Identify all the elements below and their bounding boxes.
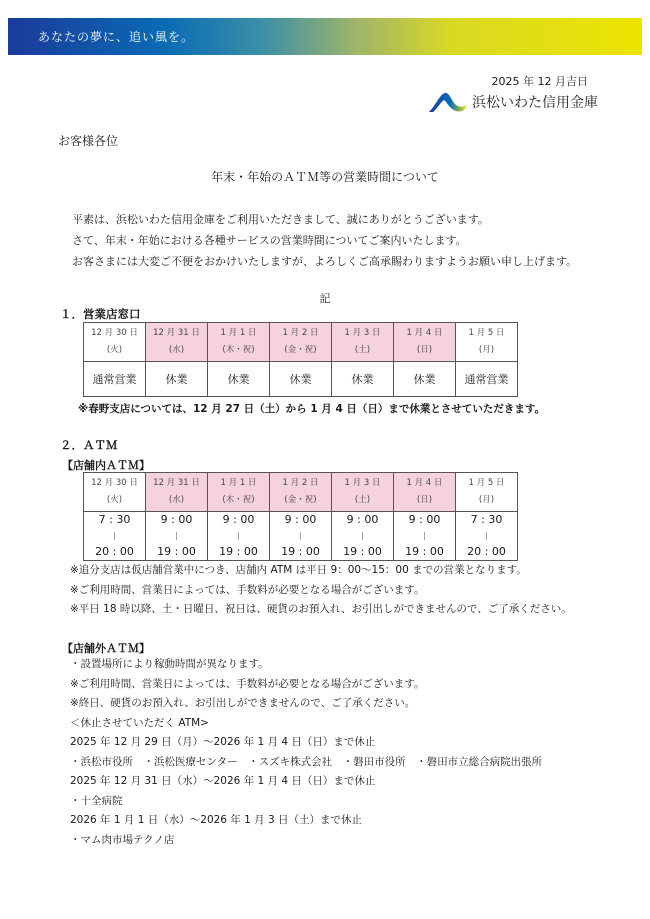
status-cell: 休業 [394,362,456,397]
date-header-cell: 1 月 4 日 (日) [394,473,456,512]
suspension-period: 2026 年 1 月 1 日（水）～2026 年 1 月 3 日（土）まで休止 [70,814,363,826]
date-header-cell: 1 月 1 日 (木・祝) [208,323,270,362]
hours-cell: 9 : 00 | 19 : 00 [394,512,456,561]
note-line: ※平日 18 時以降、土・日曜日、祝日は、硬貨のお預入れ、お引出しができませんので、ご了承ください。 [70,603,572,615]
page-title: 年末・年始のＡＴＭ等の営業時間について [211,170,439,184]
date-header-cell: 12 月 30 日 (火) [84,473,146,512]
hours-cell: 9 : 00 | 19 : 00 [332,512,394,561]
section2-heading: ２．ＡＴＭ [60,438,118,452]
hours-cell: 9 : 00 | 19 : 00 [208,512,270,561]
table-row [84,323,518,362]
note-line: ※終日、硬貨のお預入れ、お引出しができませんので、ご了承ください。 [70,697,416,709]
table-row [84,362,518,397]
date-header-cell: 1 月 3 日 (土) [332,473,394,512]
note-line: ※追分支店は仮店舗営業中につき、店舗内 ATM は平日 9：00～15：00 までの営業となります。 [70,564,527,576]
date-header-cell: 1 月 2 日 (金・祝) [270,473,332,512]
outstore-atm-notes [70,655,542,850]
date-header-cell: 1 月 5 日 (月) [456,323,518,362]
date-header-cell: 1 月 1 日 (木・祝) [208,473,270,512]
hours-cell: 9 : 00 | 19 : 00 [146,512,208,561]
instore-atm-heading: 【店舗内ＡＴＭ】 [62,459,150,472]
header-banner [8,18,642,55]
date-header-cell: 12 月 31 日 (水) [146,473,208,512]
intro-paragraph [72,209,577,272]
intro-line: 平素は、浜松いわた信用金庫をご利用いただきまして、誠にありがとうございます。 [72,213,489,226]
outstore-atm-heading: 【店舗外ＡＴＭ】 [62,642,150,655]
hours-cell: 7 : 30 | 20 : 00 [84,512,146,561]
suspended-locations: ・浜松市役所 ・浜松医療センター ・スズキ株式会社 ・磐田市役所 ・磐田市立総合病院出張所 [70,755,543,768]
status-cell: 通常営業 [84,362,146,397]
note-line: ※ご利用時間、営業日によっては、手数料が必要となる場合がございます。 [70,583,425,596]
date-header-cell: 1 月 3 日 (土) [332,323,394,362]
suspended-atm-heading: ＜休止させていただく ATM> [70,716,209,729]
date-header-cell: 1 月 4 日 (日) [394,323,456,362]
note-line: ・設置場所により稼動時間が異なります。 [70,658,269,670]
section1-heading: １．営業店窓口 [60,307,141,321]
date-header-cell: 12 月 30 日 (火) [84,323,146,362]
intro-line: さて、年末・年始における各種サービスの営業時間についてご案内いたします。 [72,234,467,247]
haruno-branch-note: ※春野支店については、12 月 27 日（土）から 1 月 4 日（日）まで休業とさせていただきます。 [78,403,546,415]
atm-schedule-table [83,472,518,561]
ki-heading: 記 [319,292,331,305]
status-cell: 休業 [270,362,332,397]
recipient: お客様各位 [58,134,119,148]
instore-atm-notes [70,561,572,620]
status-cell: 休業 [208,362,270,397]
date-header-cell: 12 月 31 日 (水) [146,323,208,362]
suspended-locations: ・十全病院 [70,794,123,807]
banner-tagline: あなたの夢に、追い風を。 [38,30,195,44]
status-cell: 休業 [332,362,394,397]
intro-line: お客さまには大変ご不便をおかけいたしますが、よろしくご高承賜わりますようお願い申し上げます。 [72,255,578,268]
suspension-period: 2025 年 12 月 31 日（水）～2026 年 1 月 4 日（日）まで休止 [70,775,376,787]
note-line: ※ご利用時間、営業日によっては、手数料が必要となる場合がございます。 [70,677,425,690]
hours-cell: 7 : 30 | 20 : 00 [456,512,518,561]
table-row [84,512,518,561]
status-cell: 休業 [146,362,208,397]
suspension-period: 2025 年 12 月 29 日（月）～2026 年 1 月 4 日（日）まで休止 [70,736,376,748]
date-header-cell: 1 月 5 日 (月) [456,473,518,512]
logo-mountain-icon [428,91,468,113]
hours-cell: 9 : 00 | 19 : 00 [270,512,332,561]
document-date: 2025 年 12 月吉日 [491,75,588,88]
branch-schedule-table [83,322,518,397]
suspended-locations: ・マム肉市場テクノ店 [70,833,175,846]
table-row [84,473,518,512]
bank-logo [428,89,598,115]
bank-name: 浜松いわた信用金庫 [472,95,598,111]
status-cell: 通常営業 [456,362,518,397]
date-header-cell: 1 月 2 日 (金・祝) [270,323,332,362]
